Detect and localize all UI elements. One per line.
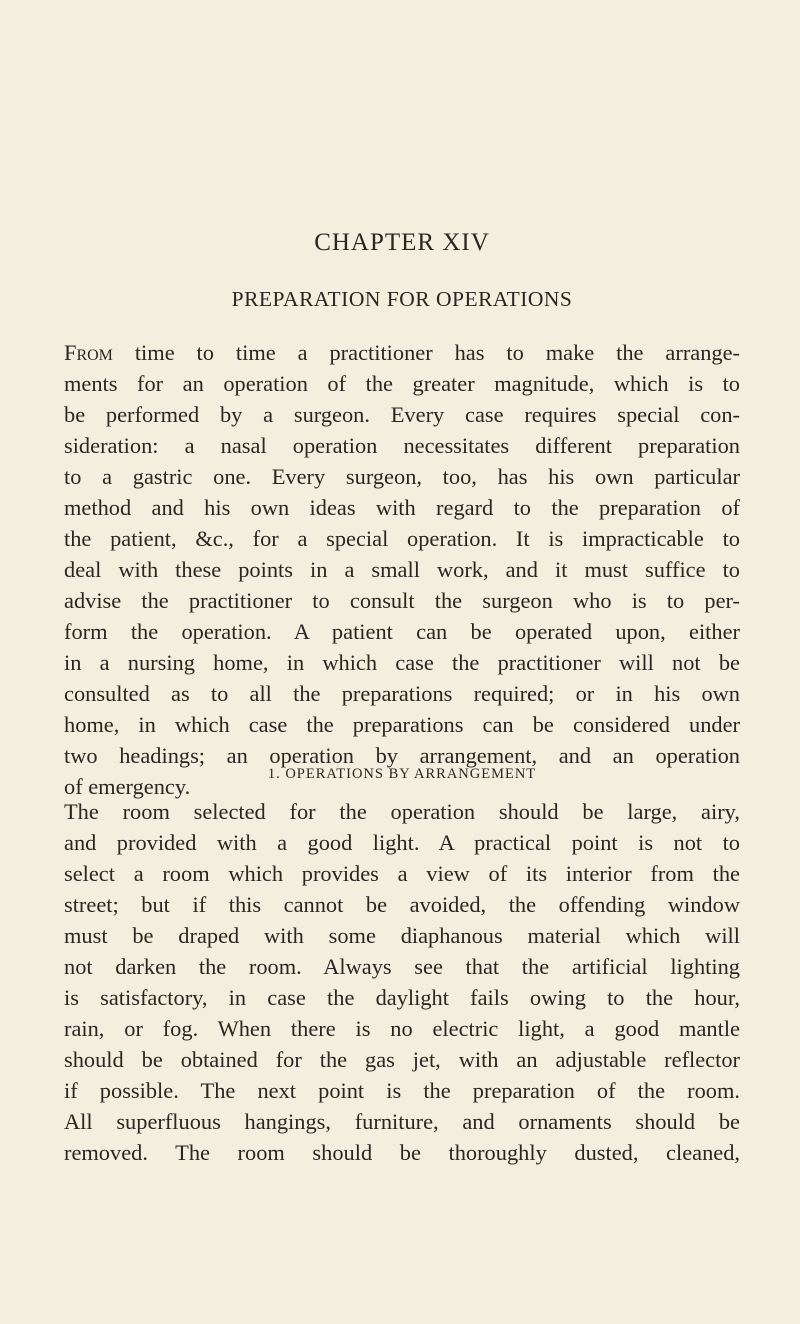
paragraph-line: consulted as to all the preparations required; or in his own <box>64 681 740 706</box>
paragraph-line: of emergency. <box>64 774 191 799</box>
paragraph-line: and provided with a good light. A practical point is not to <box>64 830 740 855</box>
paragraph-line: form the operation. A patient can be operated upon, either <box>64 619 740 644</box>
paragraph-line: method and his own ideas with regard to the preparation of <box>64 495 740 520</box>
paragraph-line: in a nursing home, in which case the practitioner will not be <box>64 650 740 675</box>
paragraph-line: to a gastric one. Every surgeon, too, has his own particular <box>64 464 740 489</box>
section-heading: 1. OPERATIONS BY ARRANGEMENT <box>267 766 537 782</box>
paragraph-line: home, in which case the preparations can be considered under <box>64 712 740 737</box>
section-paragraph <box>64 796 740 1168</box>
lead-word: From <box>64 340 113 365</box>
paragraph-line: All superfluous hangings, furniture, and ornaments should be <box>64 1109 740 1134</box>
paragraph-line: should be obtained for the gas jet, with an adjustable reflector <box>64 1047 740 1072</box>
paragraph-line: The room selected for the operation should be large, airy, <box>64 799 740 824</box>
paragraph-line: the patient, &c., for a special operation. It is impracticable to <box>64 526 740 551</box>
paragraph-line: From time to time a practitioner has to make the arrange- <box>64 340 740 365</box>
paragraph-line: ments for an operation of the greater magnitude, which is to <box>64 371 740 396</box>
chapter-heading: CHAPTER XIV <box>314 229 490 256</box>
paragraph-line: removed. The room should be thoroughly dusted, cleaned, <box>64 1140 740 1165</box>
paragraph-line: is satisfactory, in case the daylight fails owing to the hour, <box>64 985 740 1010</box>
chapter-title: PREPARATION FOR OPERATIONS <box>231 287 573 311</box>
paragraph-line: if possible. The next point is the preparation of the room. <box>64 1078 740 1103</box>
paragraph-line: must be draped with some diaphanous material which will <box>64 923 740 948</box>
paragraph-line: be performed by a surgeon. Every case requires special con- <box>64 402 740 427</box>
paragraph-line: sideration: a nasal operation necessitates different preparation <box>64 433 740 458</box>
book-page <box>64 0 740 1324</box>
paragraph-line: deal with these points in a small work, and it must suffice to <box>64 557 740 582</box>
paragraph-line: street; but if this cannot be avoided, the offending window <box>64 892 740 917</box>
intro-paragraph <box>64 337 740 802</box>
paragraph-line: two headings; an operation by arrangement, and an operation <box>64 743 740 768</box>
paragraph-line: select a room which provides a view of its interior from the <box>64 861 740 886</box>
paragraph-line: rain, or fog. When there is no electric light, a good mantle <box>64 1016 740 1041</box>
paragraph-line: advise the practitioner to consult the surgeon who is to per- <box>64 588 740 613</box>
paragraph-line: not darken the room. Always see that the artificial lighting <box>64 954 740 979</box>
